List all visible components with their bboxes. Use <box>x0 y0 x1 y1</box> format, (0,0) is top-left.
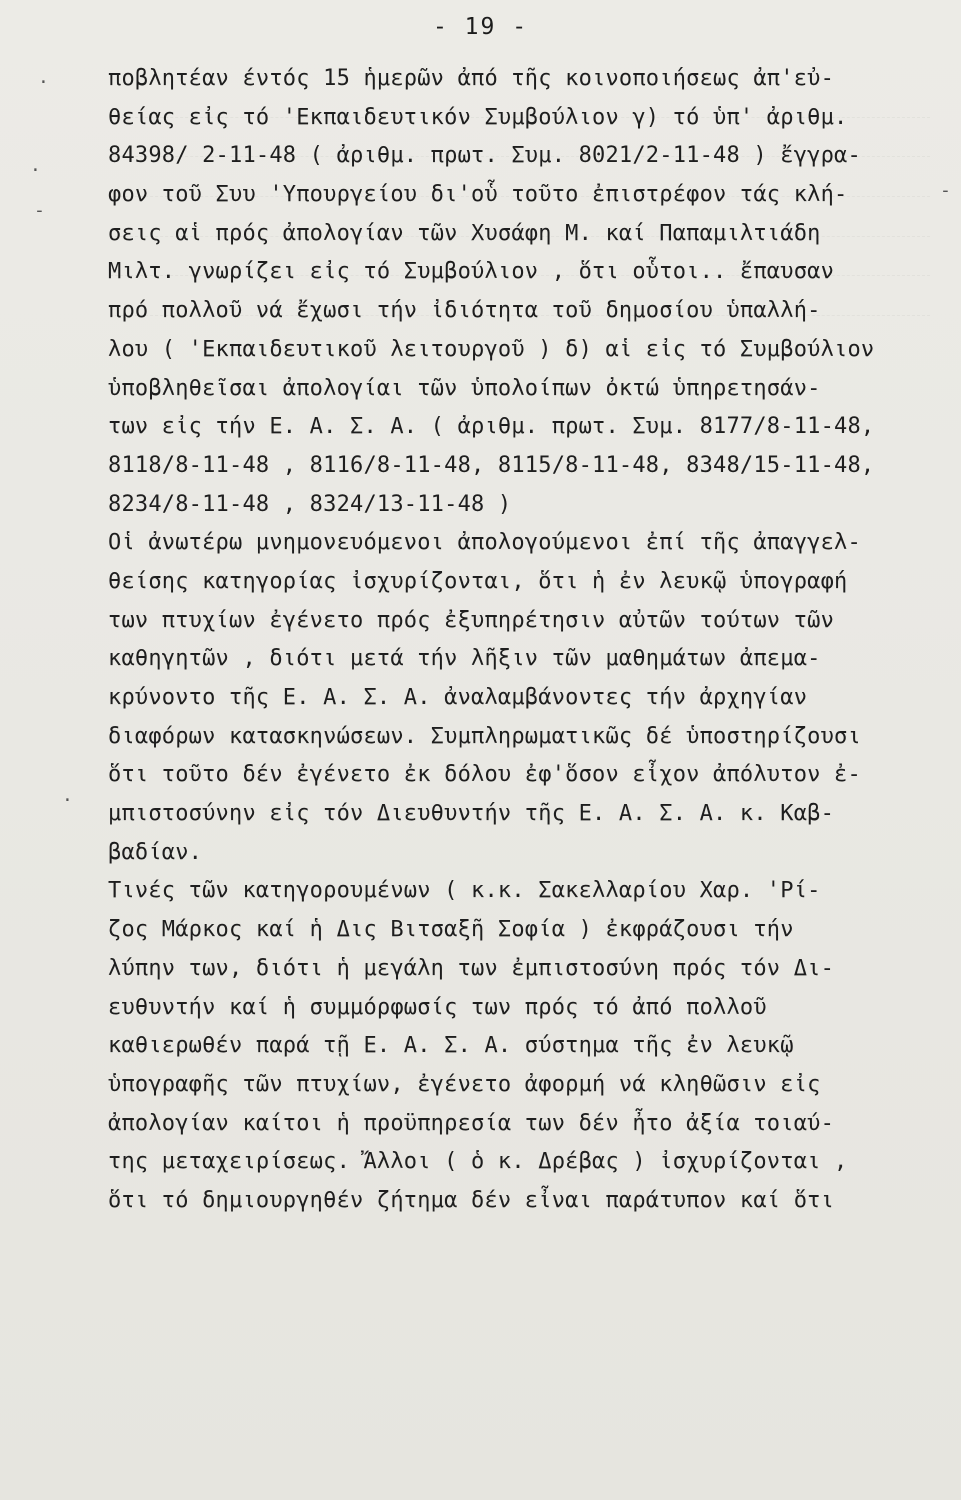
text-line: ὅτι τό δημιουργηθέν ζήτημα δέν εἶναι παράτυπον καί ὅτι <box>108 1187 835 1213</box>
page-number: - 19 - <box>432 14 529 40</box>
text-line: σεις αἱ πρός ἀπολογίαν τῶν Χυσάφη Μ. καί Παπαμιλτιάδη <box>108 220 821 246</box>
text-line: λου ( 'Εκπαιδευτικοῦ λειτουργοῦ ) δ) αἱ εἰς τό Συμβούλιον <box>108 336 875 362</box>
text-line: φον τοῦ Συυ 'Υπουργείου δι'οὗ τοῦτο ἐπιστρέφον τάς κλή- <box>108 182 848 208</box>
text-line: Οἱ ἀνωτέρω μνημονευόμενοι ἀπολογούμενοι ἐπί τῆς ἀπαγγελ- <box>108 530 861 556</box>
text-line: διαφόρων κατασκηνώσεων. Συμπληρωματικῶς δέ ὑποστηρίζουσι <box>108 723 861 749</box>
text-line: ὅτι τοῦτο δέν ἐγένετο ἐκ δόλου ἐφ'ὅσον εἶχον ἀπόλυτον ἐ- <box>108 762 861 788</box>
margin-speck: - <box>940 180 951 201</box>
margin-speck: - <box>34 200 45 221</box>
margin-speck: · <box>30 160 41 181</box>
margin-speck: · <box>62 790 73 811</box>
typewritten-text <box>108 60 938 1221</box>
text-line: των εἰς τήν Ε. Α. Σ. Α. ( ἀριθμ. πρωτ. Συμ. 8177/8-11-48, <box>108 414 875 440</box>
text-line: Μιλτ. γνωρίζει εἰς τό Συμβούλιον , ὅτι οὗτοι.. ἔπαυσαν <box>108 259 835 285</box>
text-line: Τινές τῶν κατηγορουμένων ( κ.κ. Σακελλαρίου Χαρ. 'Ρί- <box>108 878 821 904</box>
text-line: λύπην των, διότι ἡ μεγάλη των ἐμπιστοσύνη πρός τόν Δι- <box>108 955 835 981</box>
text-line: πρό πολλοῦ νά ἔχωσι τήν ἰδιότητα τοῦ δημοσίου ὑπαλλή- <box>108 298 821 324</box>
text-line: ποβλητέαν έντός 15 ἡμερῶν ἀπό τῆς κοινοποιήσεως ἀπ'εὐ- <box>108 66 835 91</box>
text-line: 8234/8-11-48 , 8324/13-11-48 ) <box>108 491 512 517</box>
text-line: θείας εἰς τό 'Εκπαιδευτικόν Συμβούλιον γ) τό ὑπ' ἀριθμ. <box>108 104 848 130</box>
text-line: καθιερωθέν παρά τῇ Ε. Α. Σ. Α. σύστημα τῆς ἐν λευκῷ <box>108 1033 794 1059</box>
text-line: 84398/ 2-11-48 ( ἀριθμ. πρωτ. Συμ. 8021/2-11-48 ) ἔγγρα- <box>108 143 861 169</box>
text-line: ευθυντήν καί ἡ συμμόρφωσίς των πρός τό ἀπό πολλοῦ <box>108 994 767 1020</box>
text-line: ὑπογραφῆς τῶν πτυχίων, ἐγένετο ἀφορμή νά κληθῶσιν εἰς <box>108 1071 821 1097</box>
text-line: καθηγητῶν , διότι μετά τήν λῆξιν τῶν μαθημάτων ἀπεμα- <box>108 646 821 672</box>
text-line: 8118/8-11-48 , 8116/8-11-48, 8115/8-11-48, 8348/15-11-48, <box>108 452 875 478</box>
text-line: θείσης κατηγορίας ἰσχυρίζονται, ὅτι ἡ ἐν λευκῷ ὑπογραφή <box>108 568 848 594</box>
text-line: μπιστοσύνην εἰς τόν Διευθυντήν τῆς Ε. Α. Σ. Α. κ. Καβ- <box>108 801 835 827</box>
margin-speck: · <box>38 72 49 93</box>
text-line: ζος Μάρκος καί ἡ Δις Βιτσαξῆ Σοφία ) ἐκφράζουσι τήν <box>108 917 794 943</box>
text-line: ὑποβληθεῖσαι ἀπολογίαι τῶν ὑπολοίπων ὀκτώ ὑπηρετησάν- <box>108 375 821 401</box>
text-line: κρύνοντο τῆς Ε. Α. Σ. Α. ἀναλαμβάνοντες τήν ἀρχηγίαν <box>108 685 808 710</box>
text-line: των πτυχίων ἐγένετο πρός ἐξυπηρέτησιν αὐτῶν τούτων τῶν <box>108 607 835 633</box>
text-line: της μεταχειρίσεως. Ἄλλοι ( ὁ κ. Δρέβας ) ἰσχυρίζονται , <box>108 1149 848 1175</box>
text-line: ἀπολογίαν καίτοι ἡ προϋπηρεσία των δέν ἦτο ἀξία τοιαύ- <box>108 1110 835 1136</box>
text-line: βαδίαν. <box>108 839 203 865</box>
